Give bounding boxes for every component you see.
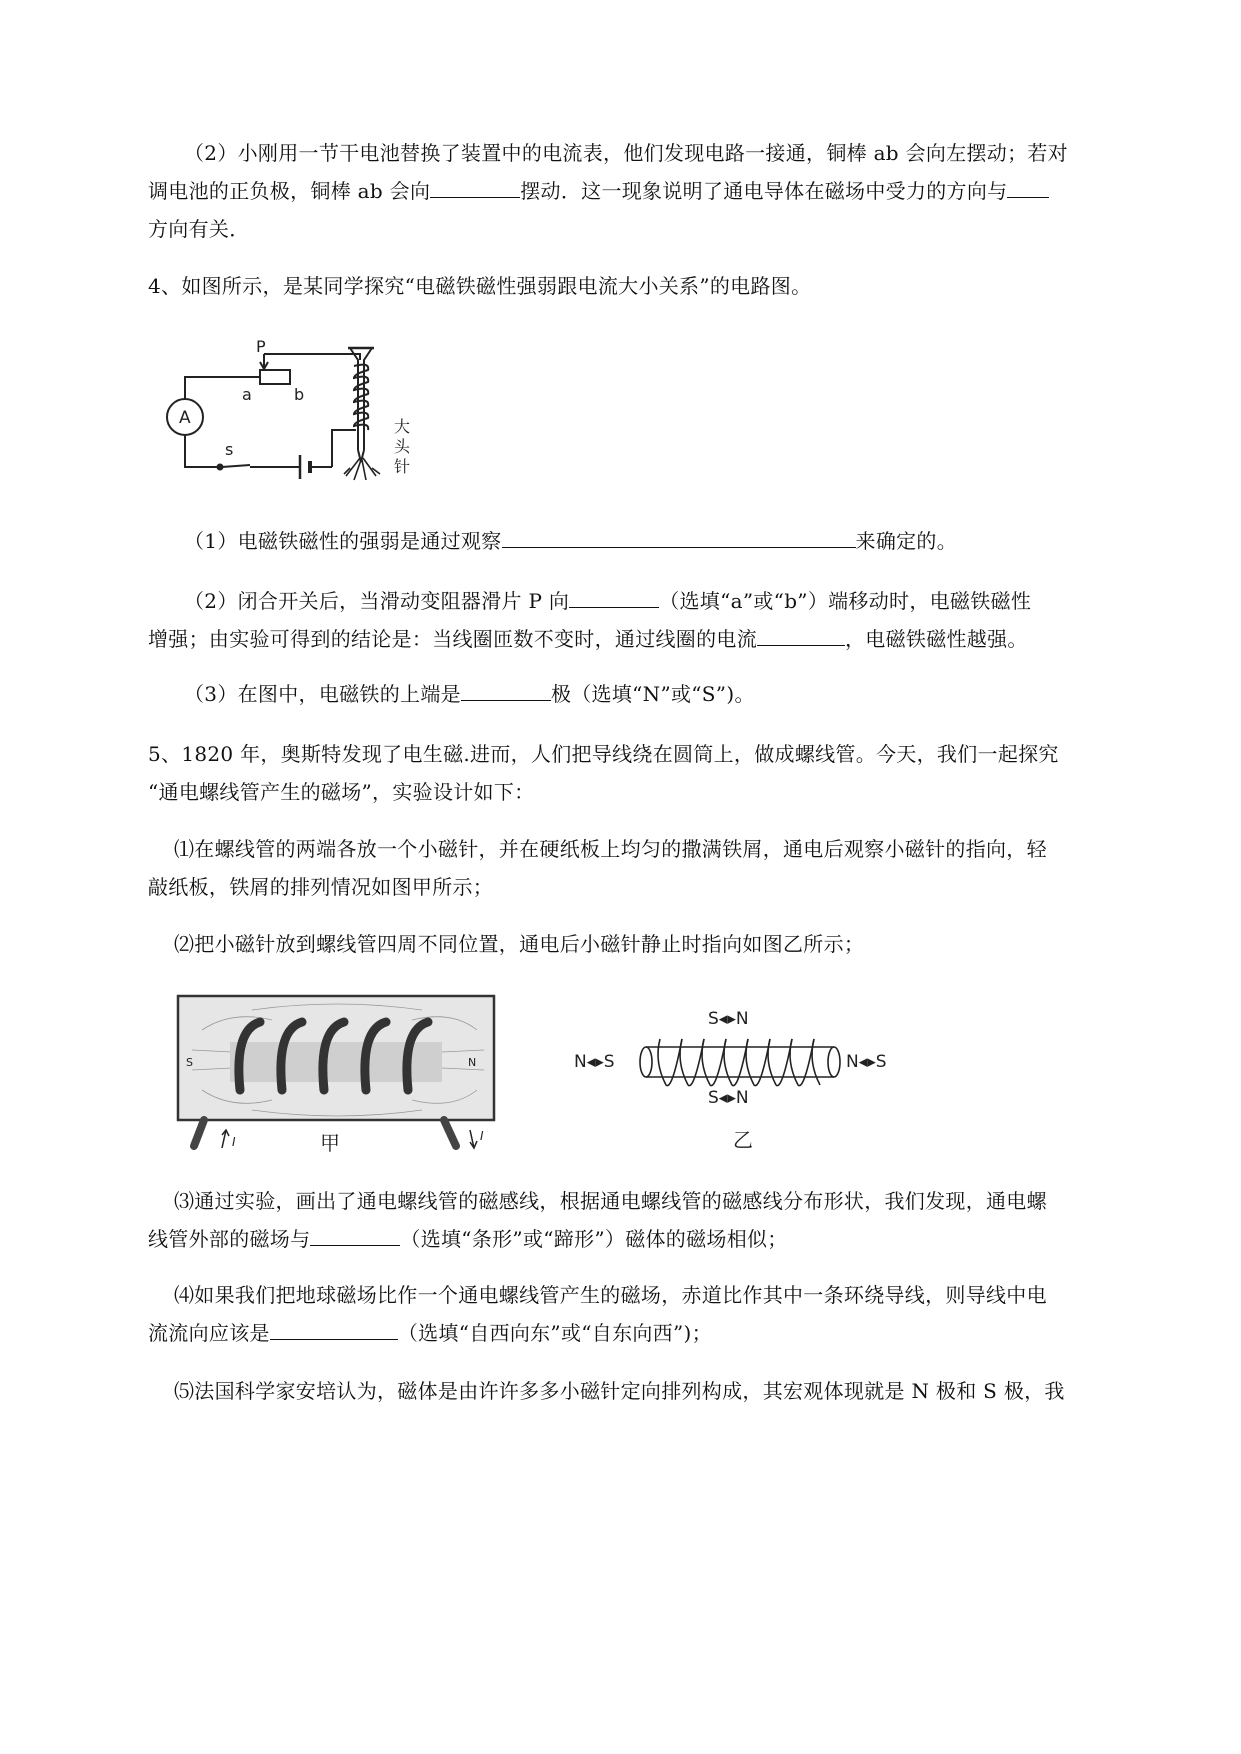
q4-stem: 4、如图所示，是某同学探究“电磁铁磁性强弱跟电流大小关系”的电路图。 (148, 274, 812, 298)
rheostat-icon (260, 370, 290, 384)
q5-stem-line1: 5、1820 年，奥斯特发现了电生磁.进而，人们把导线绕在圆筒上，做成螺线管。今天，我们一起探究 (148, 742, 1059, 766)
q3-part2-line2: 调电池的正负极，铜棒 ab 会向 摆动．这一现象说明了通电导体在磁场中受力的方向与 (148, 172, 1148, 210)
needle-top-label: S◂▸N (708, 1009, 749, 1029)
q4-sub2-line1: （2）闭合开关后，当滑动变阻器滑片 P 向 （选填“a”或“b”）端移动时，电磁铁磁性 (148, 582, 1184, 620)
solenoid-compass-figure (568, 995, 918, 1155)
answer-blank[interactable] (270, 1317, 398, 1340)
q3-part2-line1: （2）小刚用一节干电池替换了装置中的电流表，他们发现电路一接通，铜棒 ab 会向左摆动；若对 (184, 141, 1068, 165)
figure-caption-jia: 甲 (320, 1131, 340, 1155)
coil-icon (354, 365, 368, 430)
figure-caption-yi: 乙 (733, 1128, 753, 1152)
q5-item3-line2: 线管外部的磁场与 （选填“条形”或“蹄形”）磁体的磁场相似； (148, 1220, 1148, 1258)
q4-sub3: （3）在图中，电磁铁的上端是 极（选填“N”或“S”)。 (148, 675, 1184, 713)
q5-stem-line2: “通电螺线管产生的磁场”，实验设计如下： (148, 780, 535, 804)
answer-blank[interactable] (502, 525, 856, 548)
label-s: s (225, 440, 234, 459)
current-label-right: I (480, 1129, 484, 1143)
q4-sub2-line2: 增强；由实验可得到的结论是：当线圈匝数不变时，通过线圈的电流 ，电磁铁磁性越强。 (148, 620, 1148, 658)
label-pins-2: 头 (394, 437, 411, 456)
solenoid-iron-filings-figure (172, 990, 512, 1160)
label-b: b (294, 385, 305, 404)
needle-right-label: N (468, 1056, 477, 1069)
q5-item1-line1: ⑴在螺线管的两端各放一个小磁针，并在硬纸板上均匀的撒满铁屑，通电后观察小磁针的指向，轻 (174, 837, 1047, 861)
electromagnet-circuit-diagram (160, 340, 420, 490)
answer-blank[interactable] (757, 623, 845, 646)
switch-icon (218, 465, 223, 470)
q5-item3-line1: ⑶通过实验，画出了通电螺线管的磁感线，根据通电螺线管的磁感线分布形状，我们发现，通电螺 (174, 1189, 1047, 1213)
q5-item1-line2: 敲纸板，铁屑的排列情况如图甲所示； (148, 875, 494, 899)
q3-part2-line3: 方向有关． (148, 217, 250, 241)
q5-item2: ⑵把小磁针放到螺线管四周不同位置，通电后小磁针静止时指向如图乙所示； (174, 932, 865, 956)
needle-right-label: N◂▸S (846, 1052, 887, 1072)
answer-blank[interactable] (569, 585, 659, 608)
label-P: P (256, 340, 266, 356)
label-pins-3: 针 (394, 457, 411, 476)
label-pins-1: 大 (394, 417, 411, 436)
needle-left-label: S (186, 1056, 193, 1069)
q5-item4-line2: 流流向应该是 （选填“自西向东”或“自东向西”)； (148, 1314, 1148, 1352)
answer-blank[interactable] (310, 1223, 400, 1246)
needle-left-label: N◂▸S (574, 1052, 615, 1072)
label-a: a (242, 385, 252, 404)
current-label-left: I (232, 1135, 236, 1149)
label-A: A (179, 408, 191, 428)
q5-item4-line1: ⑷如果我们把地球磁场比作一个通电螺线管产生的磁场，赤道比作其中一条环绕导线，则导线中电 (174, 1283, 1047, 1307)
solenoid-winding-icon (658, 1039, 820, 1086)
q5-item5-line1: ⑸法国科学家安培认为，磁体是由许许多多小磁针定向排列构成，其宏观体现就是 N 极和 S 极，我 (174, 1379, 1065, 1403)
q4-sub1: （1）电磁铁磁性的强弱是通过观察 来确定的。 (148, 522, 1184, 560)
answer-blank[interactable] (461, 678, 551, 701)
answer-blank[interactable] (1007, 175, 1049, 198)
needle-bottom-label: S◂▸N (708, 1088, 749, 1108)
pins-icon (344, 458, 380, 480)
answer-blank[interactable] (430, 175, 520, 198)
